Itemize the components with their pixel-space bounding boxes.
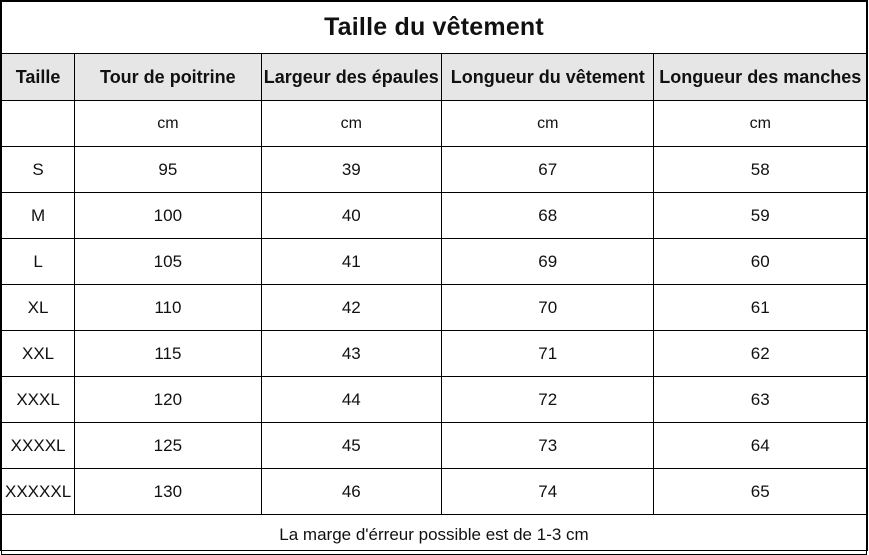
header-row: [2, 54, 867, 101]
shoulder-cell: 42: [261, 285, 441, 331]
length-cell: 72: [441, 377, 653, 423]
length-cell: 74: [441, 469, 653, 515]
header-chest: Tour de poitrine: [75, 54, 261, 101]
title-row: [2, 2, 867, 54]
sleeve-cell: 64: [654, 423, 867, 469]
table-row: [2, 239, 867, 285]
size-cell: S: [2, 147, 75, 193]
size-table: [1, 1, 867, 555]
header-shoulder-width: Largeur des épaules: [261, 54, 441, 101]
size-cell: XL: [2, 285, 75, 331]
length-cell: 73: [441, 423, 653, 469]
table-row: [2, 331, 867, 377]
size-cell: L: [2, 239, 75, 285]
table-title: Taille du vêtement: [2, 2, 867, 54]
sleeve-cell: 61: [654, 285, 867, 331]
length-cell: 71: [441, 331, 653, 377]
chest-cell: 130: [75, 469, 261, 515]
chest-cell: 115: [75, 331, 261, 377]
chest-cell: 105: [75, 239, 261, 285]
size-cell: M: [2, 193, 75, 239]
chest-cell: 125: [75, 423, 261, 469]
shoulder-cell: 46: [261, 469, 441, 515]
size-cell: XXL: [2, 331, 75, 377]
unit-sleeve-length: cm: [654, 101, 867, 147]
sleeve-cell: 63: [654, 377, 867, 423]
header-sleeve-length: Longueur des manches: [654, 54, 867, 101]
table-row: [2, 469, 867, 515]
size-cell: XXXXL: [2, 423, 75, 469]
shoulder-cell: 43: [261, 331, 441, 377]
sleeve-cell: 59: [654, 193, 867, 239]
shoulder-cell: 39: [261, 147, 441, 193]
size-cell: XXXL: [2, 377, 75, 423]
length-cell: 67: [441, 147, 653, 193]
table-row: [2, 193, 867, 239]
sleeve-cell: 62: [654, 331, 867, 377]
sleeve-cell: 65: [654, 469, 867, 515]
length-cell: 70: [441, 285, 653, 331]
length-cell: 68: [441, 193, 653, 239]
shoulder-cell: 40: [261, 193, 441, 239]
table-row: [2, 377, 867, 423]
chest-cell: 100: [75, 193, 261, 239]
table-row: [2, 285, 867, 331]
chest-cell: 110: [75, 285, 261, 331]
size-cell: XXXXXL: [2, 469, 75, 515]
table-row: [2, 147, 867, 193]
note-row: [2, 515, 867, 555]
tolerance-note: La marge d'érreur possible est de 1-3 cm: [2, 515, 867, 555]
header-size: Taille: [2, 54, 75, 101]
unit-size: [2, 101, 75, 147]
unit-garment-length: cm: [441, 101, 653, 147]
table-row: [2, 423, 867, 469]
unit-row: [2, 101, 867, 147]
unit-shoulder-width: cm: [261, 101, 441, 147]
length-cell: 69: [441, 239, 653, 285]
unit-chest: cm: [75, 101, 261, 147]
shoulder-cell: 44: [261, 377, 441, 423]
shoulder-cell: 41: [261, 239, 441, 285]
header-garment-length: Longueur du vêtement: [441, 54, 653, 101]
shoulder-cell: 45: [261, 423, 441, 469]
chest-cell: 120: [75, 377, 261, 423]
sleeve-cell: 58: [654, 147, 867, 193]
chest-cell: 95: [75, 147, 261, 193]
sleeve-cell: 60: [654, 239, 867, 285]
